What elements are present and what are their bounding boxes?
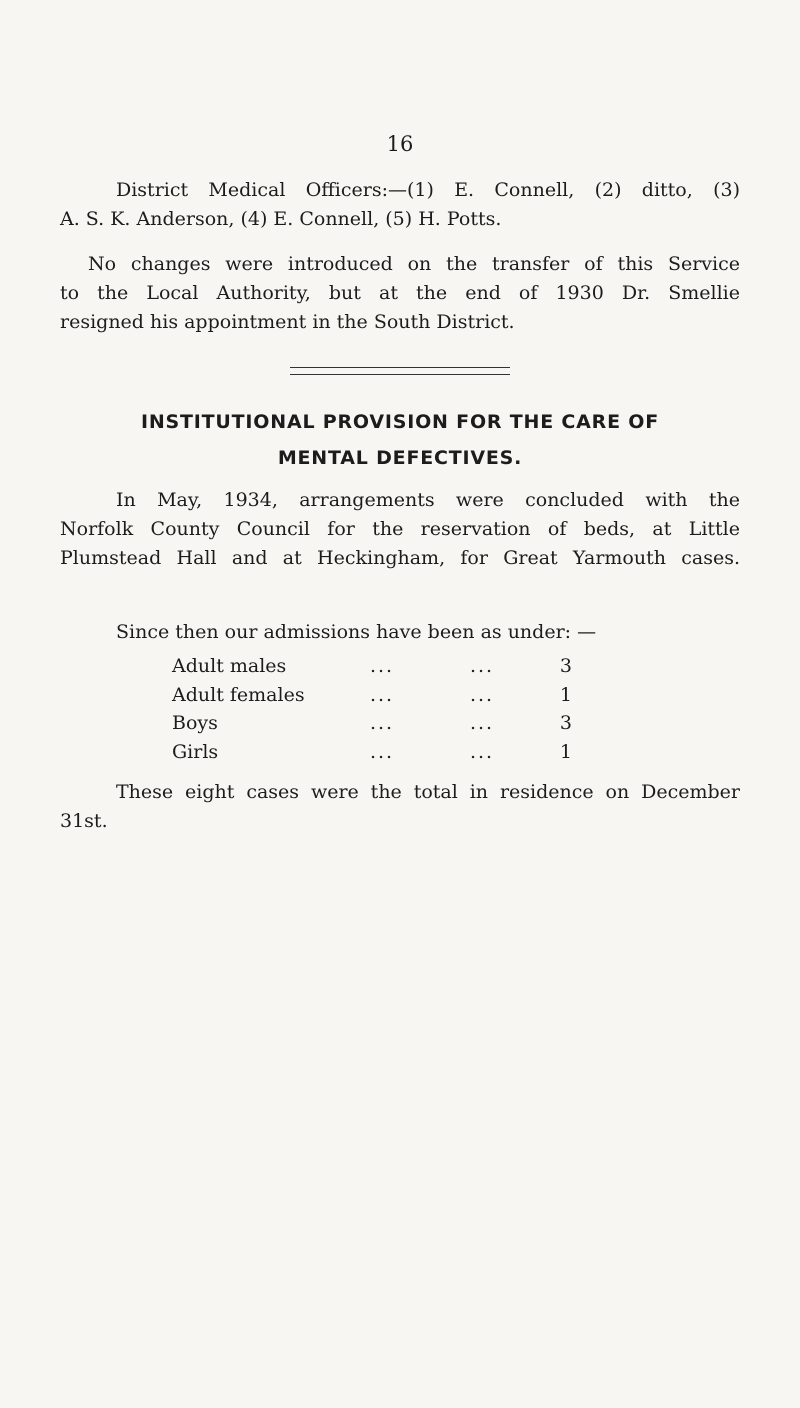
- changes-line-2: to the Local Authority, but at the end of 1930 Dr. Smellie: [60, 282, 740, 304]
- closing-line-1: These eight cases were the total in residence on December: [116, 781, 740, 803]
- changes-line-1: No changes were introduced on the transfer of this Service: [88, 253, 740, 275]
- officers-line-1: District Medical Officers:—(1) E. Connell, (2) ditto, (3): [116, 179, 740, 201]
- closing-paragraph: [60, 778, 740, 836]
- row-count: 1: [559, 740, 572, 763]
- table-row: [172, 652, 612, 681]
- row-label: Girls: [172, 740, 219, 763]
- table-row: [172, 709, 612, 738]
- table-row: [172, 681, 612, 710]
- officers-line-2: A. S. K. Anderson, (4) E. Connell, (5) H. Potts.: [60, 208, 502, 230]
- admissions-lead: Since then our admissions have been as under: —: [116, 621, 597, 643]
- arrangements-line-2: Norfolk County Council for the reservation of beds, at Little: [60, 518, 740, 540]
- admissions-table: [172, 652, 612, 766]
- section-divider: [290, 367, 510, 375]
- table-row: [172, 738, 612, 767]
- leader-dots: ...: [469, 655, 495, 677]
- page-number: 16: [386, 132, 414, 156]
- section-heading: [60, 404, 740, 476]
- closing-line-2: 31st.: [60, 810, 108, 832]
- row-label: Boys: [172, 712, 218, 734]
- arrangements-line-1: In May, 1934, arrangements were concluded with the: [116, 489, 740, 511]
- row-count: 1: [559, 683, 572, 706]
- arrangements-paragraph: [60, 486, 740, 573]
- row-label: Adult females: [172, 683, 305, 706]
- changes-line-3: resigned his appointment in the South District.: [60, 311, 515, 333]
- leader-dots: ...: [369, 712, 395, 734]
- heading-line-2: MENTAL DEFECTIVES.: [277, 447, 523, 469]
- leader-dots: ...: [469, 740, 495, 763]
- heading-line-1: INSTITUTIONAL PROVISION FOR THE CARE OF: [140, 411, 659, 433]
- officers-paragraph: [60, 176, 740, 234]
- arrangements-line-3: Plumstead Hall and at Heckingham, for Great Yarmouth cases.: [60, 547, 740, 569]
- leader-dots: ...: [369, 683, 395, 706]
- leader-dots: ...: [469, 712, 495, 734]
- changes-paragraph: [60, 250, 740, 337]
- leader-dots: ...: [469, 683, 495, 706]
- row-label: Adult males: [172, 655, 287, 677]
- leader-dots: ...: [369, 655, 395, 677]
- row-count: 3: [559, 712, 572, 734]
- leader-dots: ...: [369, 740, 395, 763]
- row-count: 3: [559, 655, 572, 677]
